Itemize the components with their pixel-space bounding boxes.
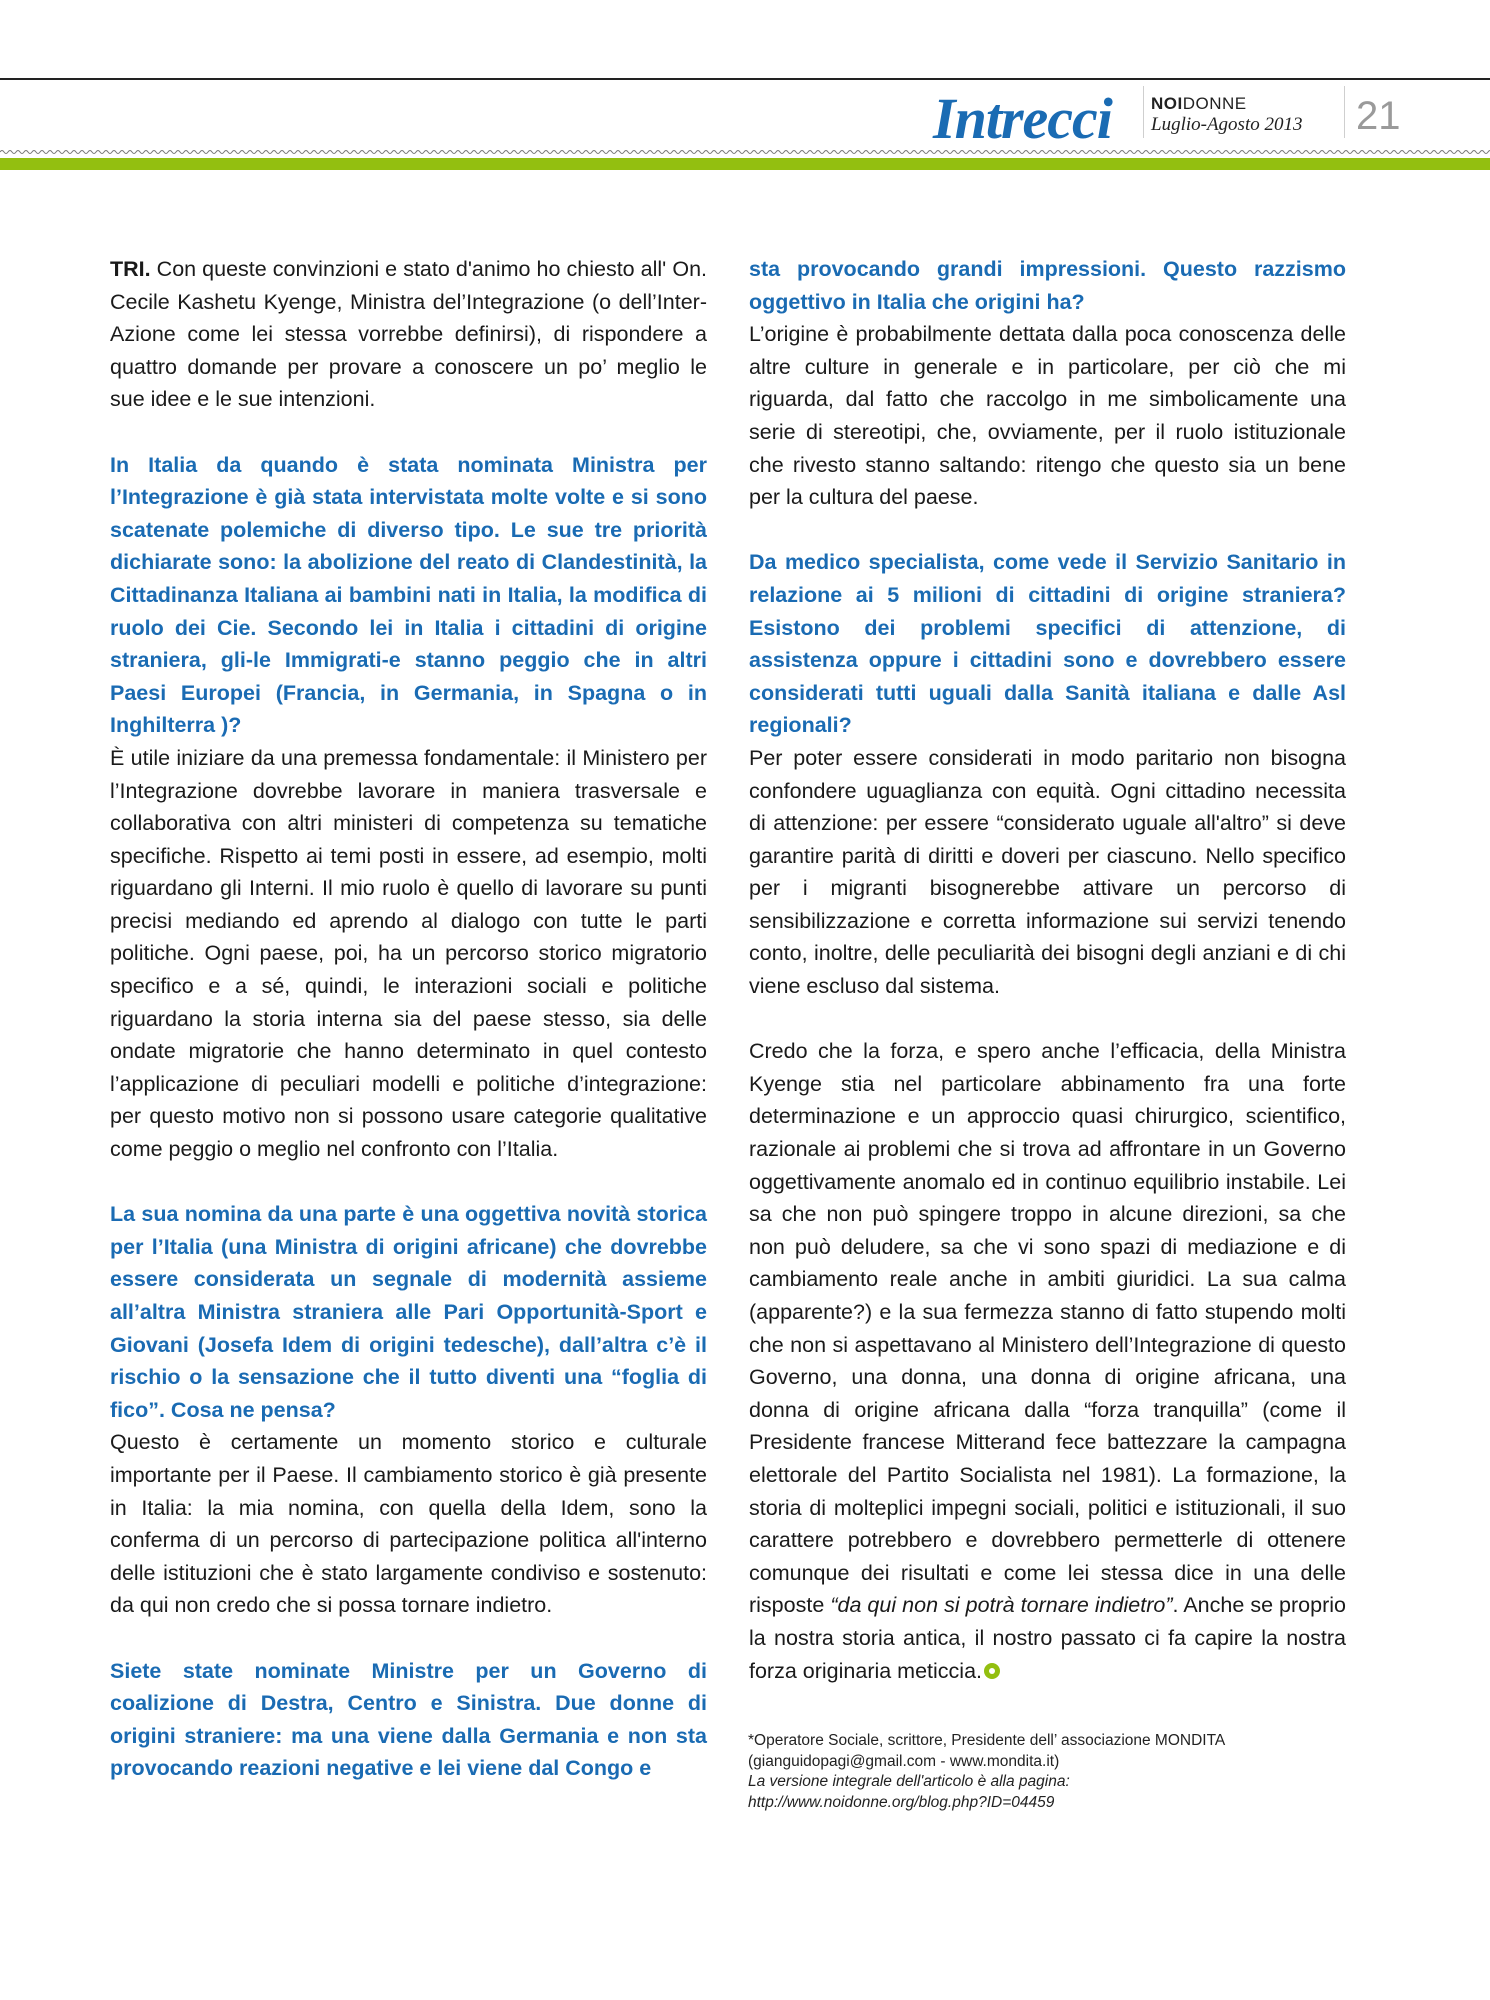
conclusion-quote: “da qui non si potrà tornare indietro” <box>830 1593 1173 1618</box>
footnote-contacts: (gianguidopagi@gmail.com - www.mondita.it) <box>748 1752 1060 1770</box>
footnote-full-version: La versione integrale dell'articolo è alla pagina: <box>748 1773 1070 1790</box>
right-column <box>749 253 1346 1687</box>
magazine-name-bold: NOI <box>1151 94 1183 113</box>
green-band <box>0 158 1490 170</box>
issue-date: Luglio-Agosto 2013 <box>1151 114 1303 135</box>
intro-text: Con queste convinzioni e stato d'animo ho chiesto all' On. Cecile Kashetu Kyenge, Ministra del’Integrazione (o dell’Inter-Azione come lei stessa vorrebbe definirsi), di rispondere a quattro domande per provare a conoscere un po’ meglio le sue idee e le sue intenzioni. <box>110 257 707 412</box>
question-2: La sua nomina da una parte è una oggettiva novità storica per l’Italia (una Ministra di origini africane) che dovrebbe essere considerata un segnale di modernità assieme all’altra Ministra straniera alle Pari Opportunità-Sport e Giovani (Josefa Idem di origini tedesche), dall’altra c’è il rischio o la sensazione che il tutto diventi una “foglia di fico”. Cosa ne pensa? <box>110 1202 707 1422</box>
section-title: Intrecci <box>933 86 1112 151</box>
answer-4: Per poter essere considerati in modo paritario non bisogna confondere uguaglianza con equità. Ogni cittadino necessita di attenzione: per essere “considerato uguale all'altro” si deve garantire parità di diritti e doveri per ciascuno. Nello specifico per i migranti bisognerebbe attivare un percorso di sensibilizzazione e corretta informazione sui servizi tenendo conto, inoltre, delle peculiarità dei bisogni degli anziani e di chi viene escluso dal sistema. <box>749 745 1346 999</box>
end-of-article-icon <box>984 1663 1000 1679</box>
question-4: Da medico specialista, come vede il Servizio Sanitario in relazione ai 5 milioni di cittadini di origine straniera? Esistono dei problemi specifici di attenzione, di assistenza oppure i cittadini sono e dovrebbero essere considerati tutti uguali dalla Sanità italiana e dalle Asl regionali? <box>749 550 1346 738</box>
conclusion-text: Credo che la forza, e spero anche l’efficacia, della Ministra Kyenge stia nel particolare abbinamento fra una forte determinazione e un approccio quasi chirurgico, scientifico, razionale ai problemi che si trova ad affrontare in un Governo oggettivamente anomalo ed in continuo equilibrio instabile. Lei sa che non può spingere troppo in alcune direzioni, sa che non può deludere, sa che vi sono spazi di mediazione e di cambiamento reale anche in ambiti giuridici. La sua calma (apparente?) e la sua fermezza stanno di fatto stupendo molti che non si aspettavano al Ministero dell’Integrazione di questo Governo, una donna, una donna di origine africana, una donna di origine africana dalla “forza tranquilla” (come il Presidente francese Mitterand fece battezzare la campagna elettorale del Partito Socialista nel 1981). La formazione, la storia di molteplici impegni sociali, politici e istituzionali, il suo carattere potrebbero e dovrebbero permetterle di ottenere comunque dei risultati e come lei stessa dice in una delle risposte <box>749 1039 1346 1618</box>
header-divider <box>1143 86 1144 138</box>
magazine-name <box>1151 94 1247 114</box>
wavy-rule <box>0 148 1490 156</box>
conclusion-text-end: . Anche se proprio la nostra storia antica, il nostro passato ci fa capire la nostra forza originaria meticcia. <box>749 1593 1346 1683</box>
answer-2: Questo è certamente un momento storico e culturale importante per il Paese. Il cambiamento storico è già presente in Italia: la mia nomina, con quella della Idem, sono la conferma di un percorso di partecipazione politica all'interno delle istituzioni che è stato largamente condiviso e sostenuto: da qui non credo che si possa tornare indietro. <box>110 1430 707 1618</box>
intro-paragraph <box>110 253 707 416</box>
left-column <box>110 253 707 1785</box>
magazine-name-rest: DONNE <box>1182 94 1247 113</box>
question-3-start: Siete state nominate Ministre per un Governo di coalizione di Destra, Centro e Sinistra. Due donne di origini straniere: ma una viene dalla Germania e non sta provocando reazioni negative e lei viene dal Congo e <box>110 1658 707 1781</box>
page-header <box>0 80 1490 150</box>
question-3-end: sta provocando grandi impressioni. Questo razzismo oggettivo in Italia che origini ha? <box>749 257 1346 314</box>
footnote-author: *Operatore Sociale, scrittore, Presidente dell’ associazione MONDITA <box>748 1732 1226 1749</box>
answer-1: È utile iniziare da una premessa fondamentale: il Ministero per l’Integrazione dovrebbe lavorare in maniera trasversale e collaborativa con altri ministeri di competenza su tematiche specifiche. Rispetto ai temi posti in essere, ad esempio, molti riguardano gli Interni. Il mio ruolo è quello di lavorare su punti precisi mediando ed aprendo al dialogo con tutte le parti politiche. Ogni paese, poi, ha un percorso storico migratorio specifico e a sé, quindi, le interazioni sociali e politiche riguardano la storia interna sia del paese stesso, sia delle ondate migratorie che hanno determinato in quel contesto l’applicazione di peculiari modelli e politiche d’integrazione: per questo motivo non si possono usare categorie qualitative come peggio o meglio nel confronto con l’Italia. <box>110 745 707 1162</box>
question-1: In Italia da quando è stata nominata Ministra per l’Integrazione è già stata intervistata molte volte e si sono scatenate polemiche di diverso tipo. Le sue tre priorità dichiarate sono: la abolizione del reato di Clandestinità, la Cittadinanza Italiana ai bambini nati in Italia, la modifica di ruolo dei Cie. Secondo lei in Italia i cittadini di origine straniera, gli-le Immigrati-e stanno peggio che in altri Paesi Europei (Francia, in Germania, in Spagna o in Inghilterra )? <box>110 452 707 738</box>
footnote-url-link[interactable]: http://www.noidonne.org/blog.php?ID=04459 <box>748 1793 1055 1811</box>
header-divider <box>1344 86 1345 138</box>
answer-3: L’origine è probabilmente dettata dalla poca conoscenza delle altre culture in generale e in particolare, per ciò che mi riguarda, dal fatto che raccolgo in me simbolicamente una serie di stereotipi, che, ovviamente, per il ruolo istituzionale che rivesto stanno saltando: ritengo che questo sia un bene per la cultura del paese. <box>749 322 1346 510</box>
conclusion-paragraph <box>749 1035 1346 1687</box>
intro-lead: TRI. <box>110 257 151 281</box>
author-footnote <box>748 1731 1348 1813</box>
page-number: 21 <box>1356 94 1401 138</box>
